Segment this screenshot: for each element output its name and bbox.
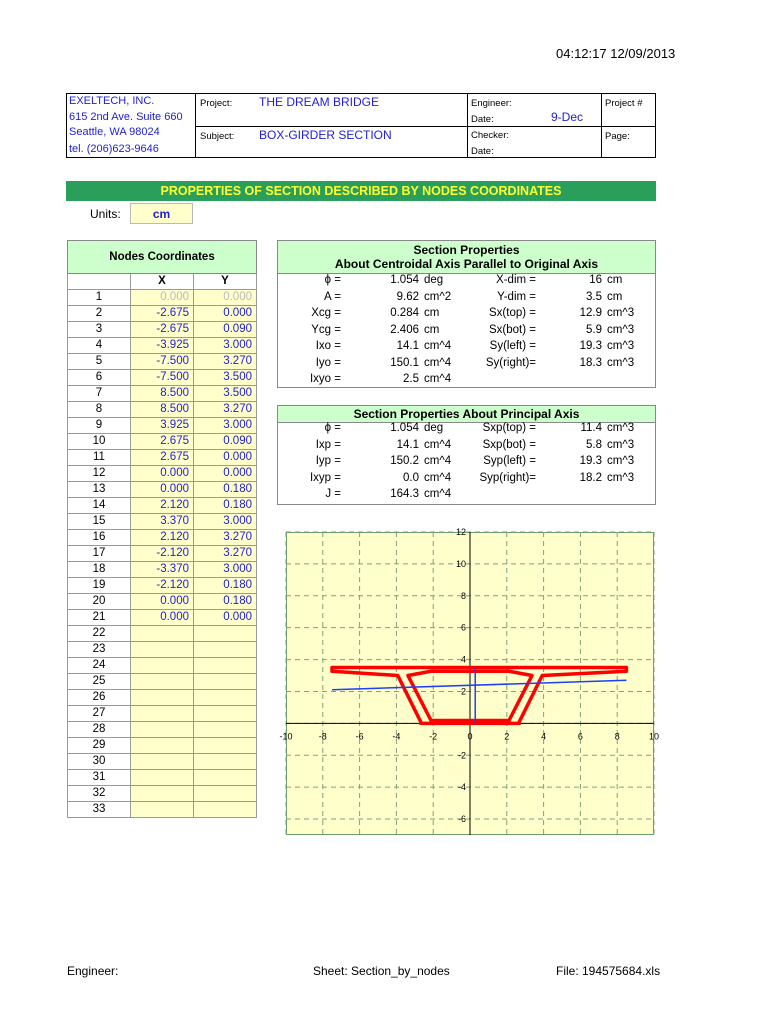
property-value: 2.5 bbox=[403, 373, 419, 385]
property-label: Y-dim = bbox=[497, 290, 536, 303]
node-y[interactable] bbox=[194, 626, 257, 642]
node-y[interactable]: 3.270 bbox=[194, 546, 257, 562]
node-index: 12 bbox=[68, 466, 131, 482]
centroidal-title1: Section Properties bbox=[413, 243, 520, 257]
property-value: 18.3 bbox=[579, 356, 602, 369]
property-label: Sxp(top) = bbox=[482, 422, 536, 434]
node-index: 10 bbox=[68, 434, 131, 450]
node-index: 22 bbox=[68, 626, 131, 642]
property-row bbox=[278, 291, 451, 303]
node-y[interactable]: 0.180 bbox=[194, 482, 257, 498]
node-index: 23 bbox=[68, 642, 131, 658]
property-value: 150.1 bbox=[390, 356, 419, 369]
property-label: Ixyo = bbox=[309, 373, 341, 385]
node-y[interactable] bbox=[194, 642, 257, 658]
units-label: Units: bbox=[90, 207, 121, 221]
property-unit: cm^4 bbox=[424, 373, 452, 385]
col-y-header: Y bbox=[194, 274, 257, 290]
property-row bbox=[463, 324, 634, 336]
node-x[interactable]: 8.500 bbox=[131, 402, 194, 418]
node-x[interactable]: 3.925 bbox=[131, 418, 194, 434]
property-value: 5.9 bbox=[586, 323, 602, 336]
y-tick-label: -2 bbox=[457, 750, 466, 761]
table-row bbox=[68, 306, 257, 322]
company-address1: 615 2nd Ave. Suite 660 bbox=[69, 111, 183, 123]
property-value: 14.1 bbox=[396, 438, 419, 451]
x-tick-label: 6 bbox=[577, 731, 583, 742]
property-label: Iyo = bbox=[315, 356, 341, 369]
node-x[interactable] bbox=[131, 770, 194, 786]
node-y[interactable]: 0.000 bbox=[194, 450, 257, 466]
property-value: 18.2 bbox=[579, 471, 602, 484]
property-label: Ixyp = bbox=[309, 471, 341, 484]
property-label: Iyp = bbox=[315, 455, 341, 467]
table-row bbox=[68, 754, 257, 770]
node-x[interactable]: 2.675 bbox=[131, 450, 194, 466]
node-y[interactable]: 0.000 bbox=[194, 610, 257, 626]
x-tick-label: -8 bbox=[318, 731, 327, 742]
property-unit: cm bbox=[607, 274, 623, 286]
property-value: 16 bbox=[589, 274, 602, 286]
property-unit: cm^4 bbox=[424, 488, 452, 500]
property-row bbox=[463, 291, 622, 303]
node-index: 4 bbox=[68, 338, 131, 354]
property-unit: cm^3 bbox=[607, 323, 635, 336]
units-value[interactable]: cm bbox=[130, 203, 193, 224]
y-tick-label: 6 bbox=[460, 622, 466, 633]
node-x[interactable] bbox=[131, 738, 194, 754]
property-label: J = bbox=[325, 488, 341, 500]
node-x[interactable]: 0.000 bbox=[131, 610, 194, 626]
node-x[interactable]: -3.370 bbox=[131, 562, 194, 578]
y-tick-label: 2 bbox=[460, 686, 466, 697]
node-index: 25 bbox=[68, 674, 131, 690]
property-unit: cm^3 bbox=[607, 471, 635, 484]
table-row bbox=[68, 290, 257, 306]
property-label: Sy(left) = bbox=[489, 340, 536, 352]
node-x[interactable]: 0.000 bbox=[131, 290, 194, 306]
property-row bbox=[278, 324, 439, 336]
property-unit: cm^4 bbox=[424, 471, 452, 484]
property-unit: cm^3 bbox=[607, 307, 635, 319]
property-value: 19.3 bbox=[579, 455, 602, 467]
nodes-index-header bbox=[68, 274, 131, 290]
node-y[interactable]: 3.500 bbox=[194, 386, 257, 402]
company-name: EXELTECH, INC. bbox=[69, 95, 155, 107]
property-row bbox=[278, 488, 451, 500]
table-row bbox=[68, 482, 257, 498]
table-row bbox=[68, 514, 257, 530]
property-row bbox=[278, 422, 443, 434]
node-index: 32 bbox=[68, 786, 131, 802]
node-index: 21 bbox=[68, 610, 131, 626]
property-unit: cm^4 bbox=[424, 356, 452, 369]
node-x[interactable]: 0.000 bbox=[131, 482, 194, 498]
property-label: Sx(bot) = bbox=[489, 323, 536, 336]
node-x[interactable]: -2.675 bbox=[131, 306, 194, 322]
centroidal-title2: About Centroidal Axis Parallel to Original Axis bbox=[334, 257, 599, 271]
property-label: Syp(right)= bbox=[479, 471, 536, 484]
property-row bbox=[278, 472, 451, 484]
property-unit: cm bbox=[607, 290, 623, 303]
property-unit: cm bbox=[424, 307, 440, 319]
property-unit: cm^3 bbox=[607, 438, 635, 451]
node-x[interactable] bbox=[131, 626, 194, 642]
node-index: 14 bbox=[68, 498, 131, 514]
property-unit: cm bbox=[424, 323, 440, 336]
table-row bbox=[68, 418, 257, 434]
node-x[interactable]: 0.000 bbox=[131, 466, 194, 482]
table-row bbox=[68, 626, 257, 642]
node-x[interactable]: 2.120 bbox=[131, 530, 194, 546]
property-value: 11.4 bbox=[580, 422, 602, 434]
y-tick-label: -6 bbox=[457, 814, 466, 825]
node-index: 26 bbox=[68, 690, 131, 706]
property-row bbox=[463, 307, 634, 319]
nodes-table bbox=[67, 240, 257, 818]
nodes-title: Nodes Coordinates bbox=[68, 241, 257, 274]
y-tick-label: 12 bbox=[455, 527, 466, 537]
footer-sheet: Sheet: Section_by_nodes bbox=[313, 964, 450, 978]
node-y[interactable] bbox=[194, 738, 257, 754]
y-tick-label: 4 bbox=[460, 654, 466, 665]
property-label: A = bbox=[324, 290, 341, 303]
table-row bbox=[68, 354, 257, 370]
property-value: 150.2 bbox=[390, 455, 419, 467]
property-value: 0.0 bbox=[403, 471, 419, 484]
table-row bbox=[68, 450, 257, 466]
header-block bbox=[66, 93, 656, 158]
node-x[interactable]: 2.120 bbox=[131, 498, 194, 514]
node-y[interactable] bbox=[194, 770, 257, 786]
node-y[interactable]: 3.270 bbox=[194, 402, 257, 418]
node-y[interactable]: 3.270 bbox=[194, 354, 257, 370]
table-row bbox=[68, 386, 257, 402]
table-row bbox=[68, 466, 257, 482]
property-label: ϕ = bbox=[324, 422, 341, 434]
property-label: X-dim = bbox=[496, 274, 536, 286]
table-row bbox=[68, 562, 257, 578]
node-index: 27 bbox=[68, 706, 131, 722]
node-x[interactable]: -2.675 bbox=[131, 322, 194, 338]
project-number-label: Project # bbox=[605, 98, 643, 109]
property-row bbox=[278, 357, 451, 369]
node-y[interactable] bbox=[194, 722, 257, 738]
property-unit: cm^4 bbox=[424, 340, 452, 352]
property-label: Xcg = bbox=[311, 307, 341, 319]
timestamp: 04:12:17 12/09/2013 bbox=[556, 46, 676, 61]
section-banner: PROPERTIES OF SECTION DESCRIBED BY NODES COORDINATES bbox=[66, 181, 656, 201]
property-row bbox=[463, 439, 634, 451]
node-y[interactable]: 3.000 bbox=[194, 562, 257, 578]
property-label: Sxp(bot) = bbox=[482, 438, 536, 451]
node-x[interactable] bbox=[131, 690, 194, 706]
node-y[interactable] bbox=[194, 658, 257, 674]
node-x[interactable] bbox=[131, 802, 194, 818]
property-value: 12.9 bbox=[579, 307, 602, 319]
table-row bbox=[68, 370, 257, 386]
node-index: 3 bbox=[68, 322, 131, 338]
property-value: 164.3 bbox=[390, 488, 419, 500]
node-x[interactable] bbox=[131, 722, 194, 738]
property-row bbox=[278, 307, 439, 319]
property-row bbox=[463, 357, 634, 369]
property-value: 3.5 bbox=[586, 290, 602, 303]
node-y[interactable]: 3.500 bbox=[194, 370, 257, 386]
property-label: Sy(right)= bbox=[485, 356, 536, 369]
x-tick-label: -10 bbox=[279, 731, 293, 742]
property-value: 0.284 bbox=[390, 307, 419, 319]
x-tick-label: 2 bbox=[504, 731, 510, 742]
node-x[interactable] bbox=[131, 674, 194, 690]
node-y[interactable]: 3.000 bbox=[194, 514, 257, 530]
project-value: THE DREAM BRIDGE bbox=[259, 95, 380, 109]
node-index: 33 bbox=[68, 802, 131, 818]
node-x[interactable] bbox=[131, 786, 194, 802]
centroid-axis bbox=[332, 680, 626, 689]
table-row bbox=[68, 338, 257, 354]
principal-title: Section Properties About Principal Axis bbox=[278, 406, 655, 423]
node-y[interactable] bbox=[194, 690, 257, 706]
property-value: 5.8 bbox=[586, 438, 602, 451]
node-y[interactable]: 0.180 bbox=[194, 498, 257, 514]
node-y[interactable]: 3.000 bbox=[194, 338, 257, 354]
property-label: Sx(top) = bbox=[489, 307, 536, 319]
node-x[interactable] bbox=[131, 658, 194, 674]
table-row bbox=[68, 322, 257, 338]
property-unit: cm^4 bbox=[424, 438, 452, 451]
property-unit: cm^2 bbox=[424, 290, 452, 303]
table-row bbox=[68, 530, 257, 546]
date-value: 9-Dec bbox=[551, 110, 584, 124]
table-row bbox=[68, 610, 257, 626]
property-value: 14.1 bbox=[396, 340, 419, 352]
section-outline bbox=[332, 668, 626, 724]
node-y[interactable]: 0.090 bbox=[194, 322, 257, 338]
node-y[interactable]: 3.000 bbox=[194, 418, 257, 434]
table-row bbox=[68, 434, 257, 450]
property-row bbox=[278, 439, 451, 451]
x-tick-label: 0 bbox=[467, 731, 473, 742]
node-x[interactable]: 8.500 bbox=[131, 386, 194, 402]
principal-properties bbox=[277, 405, 656, 505]
company-address2: Seattle, WA 98024 bbox=[69, 126, 160, 138]
node-index: 1 bbox=[68, 290, 131, 306]
footer-engineer: Engineer: bbox=[67, 964, 119, 978]
property-value: 19.3 bbox=[579, 340, 602, 352]
property-label: ϕ = bbox=[324, 274, 341, 286]
node-y[interactable]: 0.000 bbox=[194, 466, 257, 482]
node-x[interactable] bbox=[131, 754, 194, 770]
section-chart bbox=[279, 527, 660, 835]
table-row bbox=[68, 498, 257, 514]
table-row bbox=[68, 402, 257, 418]
node-x[interactable]: -7.500 bbox=[131, 354, 194, 370]
node-y[interactable]: 3.270 bbox=[194, 530, 257, 546]
property-row bbox=[463, 340, 634, 352]
property-unit: cm^3 bbox=[607, 356, 635, 369]
engineer-label: Engineer: bbox=[471, 98, 512, 109]
node-y[interactable]: 0.000 bbox=[194, 290, 257, 306]
node-y[interactable] bbox=[194, 706, 257, 722]
table-row bbox=[68, 578, 257, 594]
table-row bbox=[68, 802, 257, 818]
node-index: 16 bbox=[68, 530, 131, 546]
node-index: 8 bbox=[68, 402, 131, 418]
node-index: 31 bbox=[68, 770, 131, 786]
y-tick-label: 10 bbox=[455, 558, 466, 569]
node-y[interactable] bbox=[194, 786, 257, 802]
node-y[interactable]: 0.000 bbox=[194, 306, 257, 322]
property-unit: deg bbox=[424, 274, 444, 286]
node-index: 20 bbox=[68, 594, 131, 610]
node-x[interactable]: -2.120 bbox=[131, 546, 194, 562]
table-row bbox=[68, 642, 257, 658]
node-y[interactable]: 0.180 bbox=[194, 578, 257, 594]
x-tick-label: -6 bbox=[355, 731, 364, 742]
node-index: 11 bbox=[68, 450, 131, 466]
property-row bbox=[463, 472, 634, 484]
centroidal-properties bbox=[277, 240, 656, 388]
property-unit: cm^4 bbox=[424, 455, 452, 467]
date-label: Date: bbox=[471, 114, 494, 125]
table-row bbox=[68, 722, 257, 738]
node-index: 9 bbox=[68, 418, 131, 434]
checker-label: Checker: bbox=[471, 130, 510, 141]
property-row bbox=[463, 422, 634, 434]
node-index: 28 bbox=[68, 722, 131, 738]
node-y[interactable] bbox=[194, 802, 257, 818]
table-row bbox=[68, 546, 257, 562]
property-value: 2.406 bbox=[390, 323, 419, 336]
footer-file: File: 194575684.xls bbox=[556, 964, 661, 978]
date2-label: Date: bbox=[471, 146, 494, 157]
property-value: 1.054 bbox=[390, 274, 419, 286]
x-tick-label: -4 bbox=[392, 731, 401, 742]
node-x[interactable]: 0.000 bbox=[131, 594, 194, 610]
node-y[interactable] bbox=[194, 754, 257, 770]
node-index: 7 bbox=[68, 386, 131, 402]
x-tick-label: 10 bbox=[648, 731, 660, 742]
node-x[interactable] bbox=[131, 642, 194, 658]
node-x[interactable]: -3.925 bbox=[131, 338, 194, 354]
node-index: 19 bbox=[68, 578, 131, 594]
subject-value: BOX-GIRDER SECTION bbox=[259, 128, 392, 142]
node-y[interactable]: 0.090 bbox=[194, 434, 257, 450]
x-tick-label: 8 bbox=[614, 731, 620, 742]
property-unit: cm^3 bbox=[607, 422, 635, 434]
property-row bbox=[278, 455, 451, 467]
property-row bbox=[278, 373, 451, 385]
table-row bbox=[68, 770, 257, 786]
node-index: 17 bbox=[68, 546, 131, 562]
node-index: 15 bbox=[68, 514, 131, 530]
node-y[interactable] bbox=[194, 674, 257, 690]
table-row bbox=[68, 738, 257, 754]
table-row bbox=[68, 706, 257, 722]
node-x[interactable] bbox=[131, 706, 194, 722]
property-row bbox=[463, 274, 622, 286]
table-row bbox=[68, 786, 257, 802]
table-row bbox=[68, 658, 257, 674]
node-x[interactable]: -7.500 bbox=[131, 370, 194, 386]
property-label: Syp(left) = bbox=[483, 455, 536, 467]
property-row bbox=[278, 340, 451, 352]
table-row bbox=[68, 690, 257, 706]
property-unit: cm^3 bbox=[607, 340, 635, 352]
col-x-header: X bbox=[131, 274, 194, 290]
node-index: 18 bbox=[68, 562, 131, 578]
property-unit: deg bbox=[424, 422, 444, 434]
property-row bbox=[278, 274, 443, 286]
property-unit: cm^3 bbox=[607, 455, 635, 467]
node-x[interactable]: -2.120 bbox=[131, 578, 194, 594]
y-tick-label: -4 bbox=[457, 782, 466, 793]
node-index: 29 bbox=[68, 738, 131, 754]
node-index: 6 bbox=[68, 370, 131, 386]
section-chart-svg bbox=[279, 527, 660, 835]
x-tick-label: -2 bbox=[429, 731, 438, 742]
company-phone: tel. (206)623-9646 bbox=[69, 143, 159, 155]
node-index: 2 bbox=[68, 306, 131, 322]
property-value: 1.054 bbox=[390, 422, 419, 434]
property-value: 9.62 bbox=[396, 290, 419, 303]
node-x[interactable]: 3.370 bbox=[131, 514, 194, 530]
node-index: 24 bbox=[68, 658, 131, 674]
x-tick-label: 4 bbox=[541, 731, 547, 742]
property-label: Ixp = bbox=[315, 438, 341, 451]
page-label: Page: bbox=[605, 131, 630, 142]
table-row bbox=[68, 674, 257, 690]
property-row bbox=[463, 455, 634, 467]
y-tick-label: 8 bbox=[460, 590, 466, 601]
table-row bbox=[68, 594, 257, 610]
subject-label: Subject: bbox=[200, 131, 235, 142]
node-y[interactable]: 0.180 bbox=[194, 594, 257, 610]
node-index: 5 bbox=[68, 354, 131, 370]
project-label: Project: bbox=[200, 98, 233, 109]
property-label: Ixo = bbox=[315, 340, 341, 352]
node-x[interactable]: 2.675 bbox=[131, 434, 194, 450]
node-index: 13 bbox=[68, 482, 131, 498]
node-index: 30 bbox=[68, 754, 131, 770]
property-label: Ycg = bbox=[311, 323, 341, 336]
